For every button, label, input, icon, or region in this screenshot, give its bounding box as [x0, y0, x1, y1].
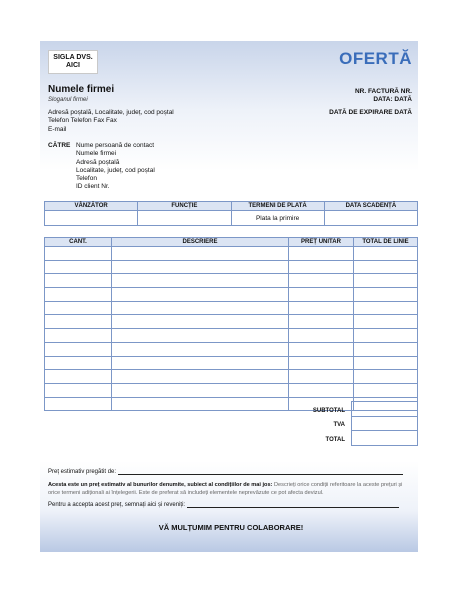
table-cell[interactable]: [289, 342, 354, 356]
terms-intro: Acesta este un preț estimativ al bunurilor denumite, subiect al condițiilor de mai jos:: [48, 482, 273, 488]
table-cell[interactable]: [289, 356, 354, 370]
signature-line[interactable]: [187, 507, 399, 508]
recipient-block: [76, 142, 155, 192]
table-cell[interactable]: [45, 383, 112, 397]
table-cell[interactable]: [112, 301, 289, 315]
table-cell[interactable]: [289, 274, 354, 288]
recipient-line: Telefon: [76, 175, 97, 183]
invoice-date: DATA: DATĂ: [373, 96, 412, 104]
table-header: TOTAL DE LINIE: [354, 238, 418, 247]
company-name: Numele firmei: [48, 84, 115, 95]
table-cell[interactable]: Plata la primire: [231, 211, 324, 226]
subtotal-label: SUBTOTAL: [312, 408, 345, 414]
recipient-line: Localitate, județ, cod poștal: [76, 166, 155, 174]
table-cell[interactable]: [45, 356, 112, 370]
invoice-number: NR. FACTURĂ NR.: [354, 88, 412, 95]
table-cell[interactable]: [112, 274, 289, 288]
items-table: [44, 237, 418, 411]
logo-text-line1: SIGLA DVS.: [53, 54, 93, 61]
tva-cell[interactable]: [352, 416, 418, 431]
total-label: TOTAL: [325, 436, 345, 443]
sales-info-table: [44, 201, 418, 226]
logo-text-line2: AICI: [66, 62, 80, 69]
table-header: CANT.: [45, 238, 112, 247]
table-header: DATA SCADENȚĂ: [324, 202, 417, 211]
table-row: [45, 370, 418, 384]
invoice-info: [355, 88, 412, 105]
table-cell[interactable]: [289, 315, 354, 329]
tva-label: TVA: [333, 422, 345, 429]
table-cell[interactable]: [45, 247, 112, 261]
table-cell[interactable]: [112, 329, 289, 343]
table-cell[interactable]: [354, 301, 418, 315]
table-cell[interactable]: [45, 288, 112, 302]
table-cell[interactable]: [45, 274, 112, 288]
company-slogan: Sloganul firmei: [48, 97, 88, 103]
prepared-by: [48, 469, 403, 475]
table-cell[interactable]: [289, 383, 354, 397]
company-phone-fax: Telefon Telefon Fax Fax: [48, 117, 117, 125]
document-title: OFERTĂ: [339, 49, 412, 68]
table-row: [45, 247, 418, 261]
terms-paragraph: [48, 482, 414, 497]
table-cell[interactable]: [289, 329, 354, 343]
table-cell[interactable]: [45, 260, 112, 274]
table-row: [45, 301, 418, 315]
table-header: PREȚ UNITAR: [289, 238, 354, 247]
table-cell[interactable]: [354, 356, 418, 370]
table-header: VÂNZĂTOR: [45, 202, 138, 211]
table-cell[interactable]: [289, 247, 354, 261]
table-row: [45, 315, 418, 329]
table-cell[interactable]: [354, 370, 418, 384]
invoice-expiry: DATĂ DE EXPIRARE DATĂ: [329, 109, 412, 116]
subtotal-cell[interactable]: [352, 402, 418, 417]
table-cell[interactable]: [289, 370, 354, 384]
table-row: [45, 342, 418, 356]
table-row: [45, 260, 418, 274]
totals-labels: [313, 404, 345, 447]
table-cell[interactable]: [354, 342, 418, 356]
table-cell[interactable]: [45, 329, 112, 343]
table-cell[interactable]: [112, 370, 289, 384]
prepared-by-label: Preț estimativ pregătit de:: [48, 469, 117, 475]
table-cell[interactable]: [45, 397, 112, 411]
table-header: TERMENI DE PLATĂ: [231, 202, 324, 211]
table-cell[interactable]: [112, 383, 289, 397]
table-header: DESCRIERE: [112, 238, 289, 247]
table-cell[interactable]: [45, 315, 112, 329]
total-cell[interactable]: [352, 431, 418, 446]
table-cell[interactable]: [112, 288, 289, 302]
table-cell[interactable]: [112, 342, 289, 356]
table-cell[interactable]: [112, 260, 289, 274]
table-cell[interactable]: [45, 370, 112, 384]
table-cell[interactable]: [112, 397, 289, 411]
table-cell[interactable]: [138, 211, 231, 226]
table-cell[interactable]: [45, 211, 138, 226]
table-row: [45, 288, 418, 302]
company-logo-placeholder: [48, 50, 98, 74]
table-row: [45, 274, 418, 288]
table-cell[interactable]: [354, 383, 418, 397]
table-cell[interactable]: [112, 247, 289, 261]
table-cell[interactable]: [354, 260, 418, 274]
company-address: Adresă poștală, Localitate, județ, cod poștal: [48, 109, 174, 116]
acceptance: [48, 502, 399, 508]
table-cell[interactable]: [324, 211, 417, 226]
table-row: [45, 383, 418, 397]
prepared-by-line[interactable]: [118, 474, 403, 475]
table-cell[interactable]: [354, 247, 418, 261]
table-cell[interactable]: [354, 329, 418, 343]
table-cell[interactable]: [289, 301, 354, 315]
recipient-line: ID client Nr.: [76, 183, 110, 191]
recipient-line: Adresă poștală: [76, 158, 120, 166]
table-cell[interactable]: [289, 288, 354, 302]
table-cell[interactable]: [112, 356, 289, 370]
table-cell[interactable]: [354, 274, 418, 288]
recipient-line: Numele firmei: [76, 150, 117, 158]
company-email: E-mail: [48, 125, 67, 133]
table-row: [45, 356, 418, 370]
thank-you-message: VĂ MULȚUMIM PENTRU COLABORARE!: [158, 523, 304, 532]
table-header: FUNCȚIE: [138, 202, 231, 211]
recipient-label: CĂTRE: [48, 142, 71, 149]
recipient-line: Nume persoană de contact: [76, 142, 155, 149]
table-cell[interactable]: [354, 288, 418, 302]
table-cell[interactable]: [45, 301, 112, 315]
company-contact: [48, 109, 174, 134]
table-cell[interactable]: [112, 315, 289, 329]
terms-body: Descrieți orice condiții referitoare la aceste prețuri și orice termeni adiționali ai înțelegerii. Este de preferat să includeți elementele neprevăzute ce pot afecta devizul.: [48, 482, 403, 496]
table-row: [45, 329, 418, 343]
totals-table: [351, 401, 418, 446]
table-cell[interactable]: [45, 342, 112, 356]
table-cell[interactable]: [289, 260, 354, 274]
acceptance-label: Pentru a accepta acest preț, semnați aici și reveniți:: [48, 502, 186, 508]
table-cell[interactable]: [354, 315, 418, 329]
